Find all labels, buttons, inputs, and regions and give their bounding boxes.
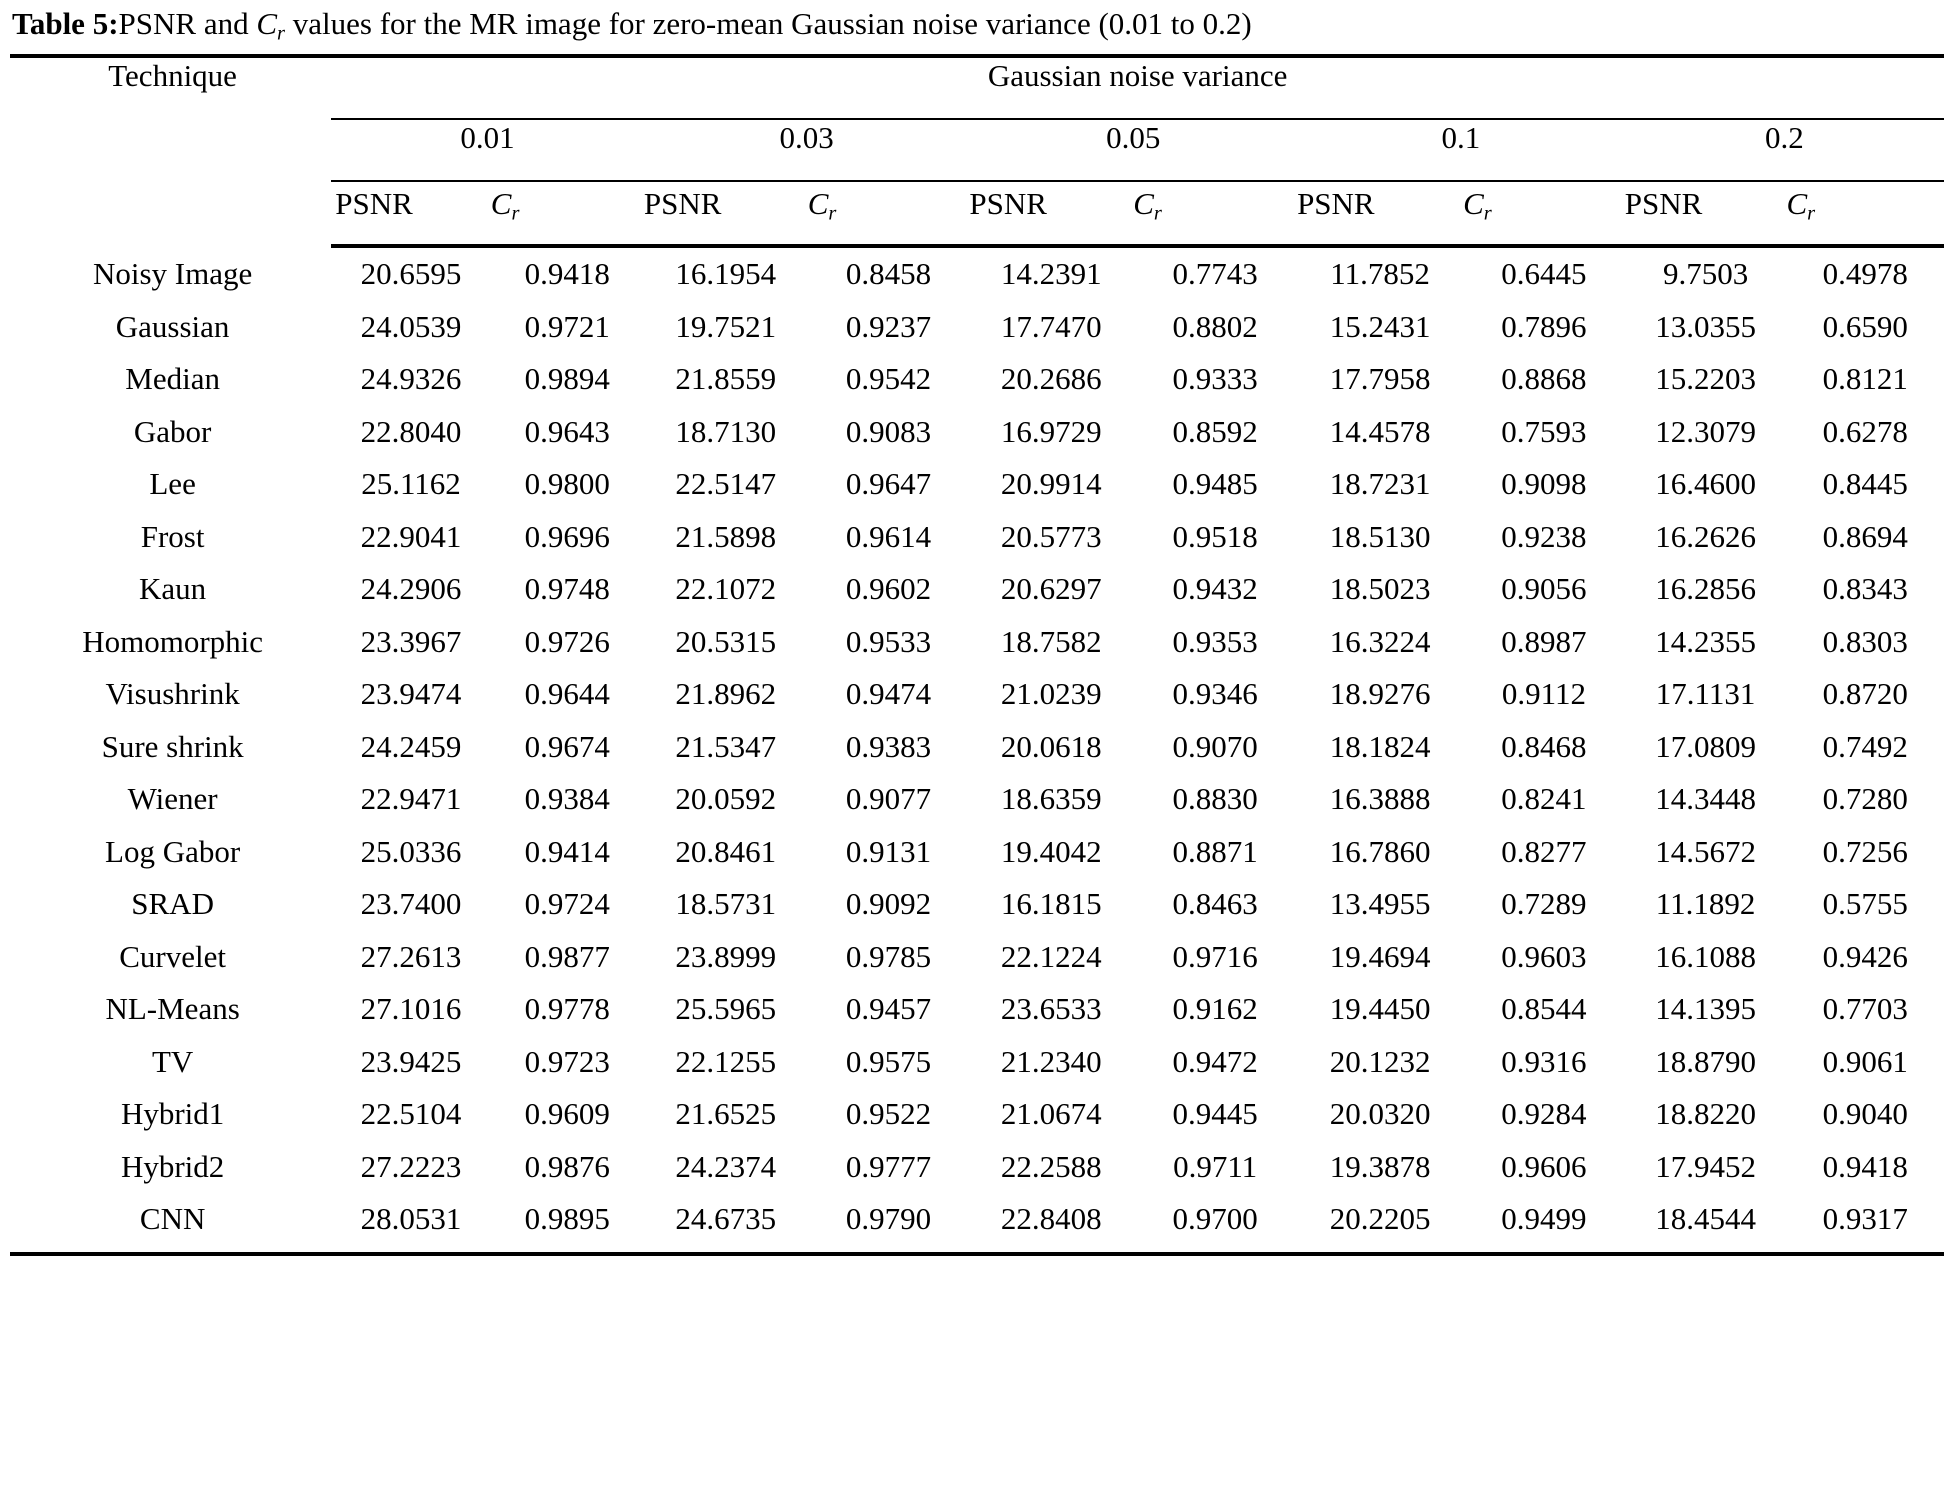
cell-value: 25.1162 (361, 466, 461, 502)
cell-value: 12.3079 (1655, 413, 1756, 449)
cell-value: 0.9522 (845, 1096, 932, 1132)
table-row (10, 246, 1944, 301)
header-variance-4: 0.2 (1625, 119, 1944, 181)
cell-value: 0.8694 (1822, 518, 1908, 554)
cell-value: 0.9674 (524, 728, 610, 764)
cell-value: 0.9711 (1173, 1148, 1258, 1184)
cell-value: 0.9499 (1501, 1201, 1587, 1237)
cell-value: 0.9070 (1172, 728, 1258, 764)
table-body (10, 246, 1944, 1254)
cell-value: 27.2223 (360, 1148, 462, 1184)
cell-value: 0.9603 (1501, 938, 1587, 974)
row-technique-label: Lee (149, 466, 196, 502)
cell-value: 18.8790 (1655, 1043, 1756, 1079)
cell-value: 13.4955 (1329, 886, 1431, 922)
cell-value: 17.1131 (1655, 676, 1756, 712)
cell-value: 18.5130 (1329, 518, 1431, 554)
cell-value: 0.9602 (845, 571, 932, 607)
cell-value: 20.0592 (675, 781, 777, 817)
cell-value: 0.7896 (1501, 308, 1587, 344)
cell-value: 21.6525 (675, 1096, 777, 1132)
table-row (10, 931, 1944, 984)
cell-value: 25.5965 (675, 991, 777, 1027)
cell-value: 19.4450 (1329, 991, 1431, 1027)
cell-value: 9.7503 (1662, 256, 1749, 292)
cell-value: 15.2431 (1329, 308, 1431, 344)
cell-value: 0.9647 (845, 466, 932, 502)
cell-value: 0.9609 (524, 1096, 610, 1132)
header-cr-3: $C_r$ (1463, 181, 1625, 246)
row-technique-label: Log Gabor (105, 833, 241, 869)
cell-value: 0.9316 (1501, 1043, 1587, 1079)
cell-value: 0.8802 (1172, 308, 1258, 344)
cell-value: 0.9533 (845, 623, 932, 659)
row-technique-label: Curvelet (119, 938, 226, 974)
cell-value: 0.9895 (524, 1201, 610, 1237)
table-row (10, 773, 1944, 826)
cell-value: 20.9914 (1000, 466, 1102, 502)
cell-value: 0.9644 (524, 676, 610, 712)
cell-value: 0.9748 (524, 571, 610, 607)
table-row (10, 1036, 1944, 1089)
table-row (10, 301, 1944, 354)
cell-value: 0.8830 (1172, 781, 1258, 817)
cell-value: 0.9040 (1822, 1096, 1908, 1132)
header-psnr-1: PSNR (644, 181, 808, 246)
cell-value: 22.9471 (360, 781, 462, 817)
cell-value: 20.6297 (1000, 571, 1102, 607)
cell-value: 0.9785 (845, 938, 932, 974)
cell-value: 14.4578 (1329, 413, 1431, 449)
table-caption (12, 6, 1944, 46)
cell-value: 14.1395 (1655, 991, 1756, 1027)
cell-value: 0.8544 (1501, 991, 1587, 1027)
header-cr-1: $C_r$ (808, 181, 970, 246)
header-psnr-2: PSNR (969, 181, 1133, 246)
cell-value: 0.8458 (845, 256, 932, 292)
cell-value: 0.9112 (1501, 676, 1586, 712)
cell-value: 0.7492 (1822, 728, 1908, 764)
cell-value: 28.0531 (360, 1201, 462, 1237)
cell-value: 0.7743 (1172, 256, 1258, 292)
table-row (10, 668, 1944, 721)
cell-value: 11.1892 (1655, 886, 1756, 922)
cell-value: 16.1088 (1655, 938, 1756, 974)
cell-value: 0.9098 (1501, 466, 1587, 502)
row-technique-label: NL-Means (105, 991, 240, 1027)
table-row (10, 563, 1944, 616)
cell-value: 0.9542 (845, 361, 932, 397)
cell-value: 16.2856 (1655, 571, 1756, 607)
cell-value: 0.8241 (1501, 781, 1587, 817)
cell-value: 0.9696 (524, 518, 610, 554)
table-row (10, 878, 1944, 931)
cell-value: 0.9445 (1172, 1096, 1258, 1132)
cell-value: 17.9452 (1655, 1148, 1756, 1184)
cell-value: 21.5898 (675, 518, 777, 554)
cell-value: 0.9877 (524, 938, 610, 974)
row-technique-label: Hybrid1 (120, 1096, 225, 1132)
cell-value: 21.0674 (1000, 1096, 1102, 1132)
cell-value: 16.1954 (675, 256, 777, 292)
cell-value: 0.9700 (1172, 1201, 1258, 1237)
row-technique-label: CNN (139, 1201, 206, 1237)
cell-value: 0.9575 (845, 1043, 932, 1079)
cell-value: 0.6278 (1822, 413, 1908, 449)
cell-value: 0.9077 (845, 781, 932, 817)
cell-value: 21.8559 (675, 361, 777, 397)
cell-value: 0.9083 (845, 413, 932, 449)
cell-value: 25.0336 (360, 833, 462, 869)
table-caption-symbol-subscript: r (277, 22, 285, 45)
cell-value: 14.3448 (1655, 781, 1756, 817)
results-table (10, 54, 1944, 1256)
cell-value: 19.4694 (1329, 938, 1431, 974)
cell-value: 0.9800 (524, 466, 610, 502)
table-row (10, 511, 1944, 564)
cell-value: 24.9326 (360, 361, 462, 397)
cell-value: 19.3878 (1329, 1148, 1431, 1184)
header-gaussian-noise-variance: Gaussian noise variance (331, 56, 1944, 119)
cell-value: 0.9056 (1501, 571, 1587, 607)
cell-value: 0.7289 (1501, 886, 1587, 922)
cell-value: 24.2459 (360, 728, 462, 764)
cell-value: 0.8468 (1501, 728, 1587, 764)
cell-value: 0.9606 (1501, 1148, 1587, 1184)
cell-value: 0.9643 (524, 413, 610, 449)
table-row (10, 983, 1944, 1036)
cell-value: 15.2203 (1655, 361, 1756, 397)
table-row (10, 353, 1944, 406)
cell-value: 16.7860 (1329, 833, 1431, 869)
cell-value: 16.2626 (1655, 518, 1756, 554)
cell-value: 0.9333 (1172, 361, 1258, 397)
table-row (10, 826, 1944, 879)
cell-value: 22.5147 (675, 466, 777, 502)
cell-value: 23.6533 (1000, 991, 1102, 1027)
row-technique-label: Frost (140, 518, 205, 554)
cell-value: 0.9876 (524, 1148, 610, 1184)
cell-value: 18.1824 (1329, 728, 1431, 764)
cell-value: 20.0320 (1329, 1096, 1431, 1132)
cell-value: 0.9238 (1501, 518, 1587, 554)
header-psnr-0: PSNR (331, 181, 491, 246)
row-technique-label: Homomorphic (82, 623, 264, 659)
cell-value: 24.2906 (360, 571, 462, 607)
cell-value: 0.9716 (1172, 938, 1258, 974)
cell-value: 0.9723 (524, 1043, 610, 1079)
cell-value: 0.9353 (1172, 623, 1258, 659)
cell-value: 19.7521 (675, 308, 777, 344)
cell-value: 14.5672 (1655, 833, 1756, 869)
row-technique-label: Gabor (133, 413, 212, 449)
cell-value: 17.7470 (1000, 308, 1102, 344)
row-technique-label: Sure shrink (101, 728, 244, 764)
header-variance-2: 0.05 (969, 119, 1297, 181)
cell-value: 17.7958 (1329, 361, 1431, 397)
cell-value: 23.7400 (360, 886, 462, 922)
cell-value: 0.9317 (1822, 1201, 1908, 1237)
table-row (10, 1088, 1944, 1141)
cell-value: 0.8463 (1172, 886, 1258, 922)
header-cr-4: $C_r$ (1786, 181, 1944, 246)
cell-value: 0.7280 (1822, 781, 1908, 817)
cell-value: 18.6359 (1000, 781, 1102, 817)
cell-value: 20.6595 (360, 256, 462, 292)
cell-value: 22.1255 (675, 1043, 777, 1079)
row-technique-label: SRAD (131, 886, 214, 922)
cell-value: 0.6445 (1501, 256, 1587, 292)
cell-value: 23.8999 (675, 938, 777, 974)
cell-value: 18.4544 (1655, 1201, 1756, 1237)
cell-value: 0.9284 (1501, 1096, 1587, 1132)
cell-value: 14.2355 (1655, 623, 1756, 659)
cell-value: 16.1815 (1000, 886, 1102, 922)
cell-value: 23.9474 (360, 676, 462, 712)
row-technique-label: Visushrink (105, 676, 240, 712)
row-technique-label: Hybrid2 (120, 1148, 225, 1184)
cell-value: 0.8343 (1822, 571, 1908, 607)
cell-value: 0.9237 (845, 308, 932, 344)
cell-value: 0.9894 (524, 361, 610, 397)
cell-value: 18.7582 (1000, 623, 1102, 659)
cell-value: 16.4600 (1655, 466, 1756, 502)
table-caption-label: Table 5: (12, 6, 119, 41)
cell-value: 20.8461 (675, 833, 777, 869)
cell-value: 0.8592 (1172, 413, 1258, 449)
cell-value: 18.9276 (1329, 676, 1431, 712)
cell-value: 0.4978 (1822, 256, 1908, 292)
cell-value: 24.6735 (675, 1201, 777, 1237)
cell-value: 13.0355 (1655, 308, 1756, 344)
table-caption-symbol: C (256, 6, 278, 41)
cell-value: 20.1232 (1329, 1043, 1431, 1079)
table-row (10, 616, 1944, 669)
table-caption-text-after: values for the MR image for zero-mean Gaussian noise variance (0.01 to 0.2) (285, 6, 1252, 41)
cell-value: 20.2686 (1000, 361, 1102, 397)
cell-value: 0.9414 (524, 833, 610, 869)
cell-value: 0.5755 (1822, 886, 1908, 922)
cell-value: 0.8303 (1822, 623, 1908, 659)
cell-value: 22.8408 (1000, 1201, 1102, 1237)
table-row (10, 1193, 1944, 1246)
header-cr-0: $C_r$ (491, 181, 644, 246)
cell-value: 21.8962 (675, 676, 777, 712)
cell-value: 0.9777 (845, 1148, 932, 1184)
cell-value: 0.7593 (1501, 413, 1587, 449)
cell-value: 18.8220 (1655, 1096, 1756, 1132)
cell-value: 20.2205 (1329, 1201, 1431, 1237)
cell-value: 0.8445 (1822, 466, 1908, 502)
cell-value: 16.9729 (1000, 413, 1102, 449)
cell-value: 27.2613 (360, 938, 462, 974)
row-technique-label: Wiener (127, 781, 218, 817)
cell-value: 0.9426 (1822, 938, 1908, 974)
row-technique-label: TV (151, 1043, 194, 1079)
cell-value: 0.9383 (845, 728, 932, 764)
cell-value: 0.9432 (1172, 571, 1258, 607)
cell-value: 0.9346 (1172, 676, 1258, 712)
cell-value: 22.8040 (360, 413, 462, 449)
header-technique: Technique (10, 56, 331, 246)
header-psnr-3: PSNR (1297, 181, 1463, 246)
cell-value: 16.3888 (1329, 781, 1431, 817)
table-caption-text-before: PSNR and (118, 6, 257, 41)
cell-value: 23.3967 (360, 623, 462, 659)
row-technique-label: Kaun (139, 571, 207, 607)
cell-value: 14.2391 (1000, 256, 1102, 292)
cell-value: 18.5023 (1329, 571, 1431, 607)
header-variance-3: 0.1 (1297, 119, 1625, 181)
cell-value: 0.7703 (1822, 991, 1908, 1027)
cell-value: 22.9041 (360, 518, 462, 554)
header-variance-0: 0.01 (331, 119, 644, 181)
cell-value: 16.3224 (1329, 623, 1431, 659)
cell-value: 0.9092 (845, 886, 932, 922)
cell-value: 0.9790 (845, 1201, 932, 1237)
cell-value: 11.7852 (1330, 256, 1430, 292)
cell-value: 21.5347 (675, 728, 777, 764)
table-row (10, 1141, 1944, 1194)
cell-value: 0.9724 (524, 886, 610, 922)
cell-value: 0.6590 (1822, 308, 1908, 344)
cell-value: 0.9721 (524, 308, 610, 344)
cell-value: 27.1016 (360, 991, 462, 1027)
cell-value: 0.8987 (1501, 623, 1587, 659)
cell-value: 0.8720 (1822, 676, 1908, 712)
cell-value: 21.2340 (1000, 1043, 1102, 1079)
cell-value: 24.2374 (675, 1148, 777, 1184)
cell-value: 0.9457 (845, 991, 932, 1027)
cell-value: 20.0618 (1000, 728, 1102, 764)
cell-value: 18.5731 (675, 886, 777, 922)
table-row (10, 406, 1944, 459)
table-row (10, 721, 1944, 774)
cell-value: 0.9131 (845, 833, 932, 869)
row-technique-label: Median (125, 361, 220, 397)
header-cr-2: $C_r$ (1133, 181, 1297, 246)
cell-value: 20.5773 (1000, 518, 1102, 554)
cell-value: 22.2588 (1000, 1148, 1102, 1184)
cell-value: 21.0239 (1000, 676, 1102, 712)
cell-value: 22.5104 (360, 1096, 462, 1132)
cell-value: 0.8871 (1172, 833, 1258, 869)
cell-value: 0.9726 (524, 623, 610, 659)
cell-value: 17.0809 (1655, 728, 1756, 764)
header-psnr-4: PSNR (1625, 181, 1787, 246)
cell-value: 0.9778 (524, 991, 610, 1027)
cell-value: 0.9162 (1172, 991, 1258, 1027)
cell-value: 0.9384 (524, 781, 610, 817)
cell-value: 0.9518 (1172, 518, 1258, 554)
table-bottom-rule (10, 1246, 1944, 1254)
cell-value: 22.1224 (1000, 938, 1102, 974)
cell-value: 20.5315 (675, 623, 777, 659)
header-variance-1: 0.03 (644, 119, 970, 181)
cell-value: 0.8868 (1501, 361, 1587, 397)
cell-value: 18.7130 (675, 413, 777, 449)
cell-value: 19.4042 (1000, 833, 1102, 869)
cell-value: 0.9418 (1822, 1148, 1908, 1184)
cell-value: 0.9485 (1172, 466, 1258, 502)
cell-value: 0.9418 (524, 256, 610, 292)
cell-value: 0.8277 (1501, 833, 1587, 869)
cell-value: 0.9614 (845, 518, 932, 554)
cell-value: 0.9061 (1822, 1043, 1908, 1079)
cell-value: 18.7231 (1329, 466, 1431, 502)
table-row (10, 458, 1944, 511)
row-technique-label: Noisy Image (92, 256, 253, 292)
cell-value: 0.9474 (845, 676, 932, 712)
table-header (10, 56, 1944, 246)
cell-value: 22.1072 (675, 571, 777, 607)
header-row-group (10, 56, 1944, 119)
cell-value: 23.9425 (360, 1043, 462, 1079)
row-technique-label: Gaussian (115, 308, 230, 344)
cell-value: 24.0539 (360, 308, 462, 344)
cell-value: 0.9472 (1172, 1043, 1258, 1079)
cell-value: 0.8121 (1822, 361, 1908, 397)
cell-value: 0.7256 (1822, 833, 1908, 869)
